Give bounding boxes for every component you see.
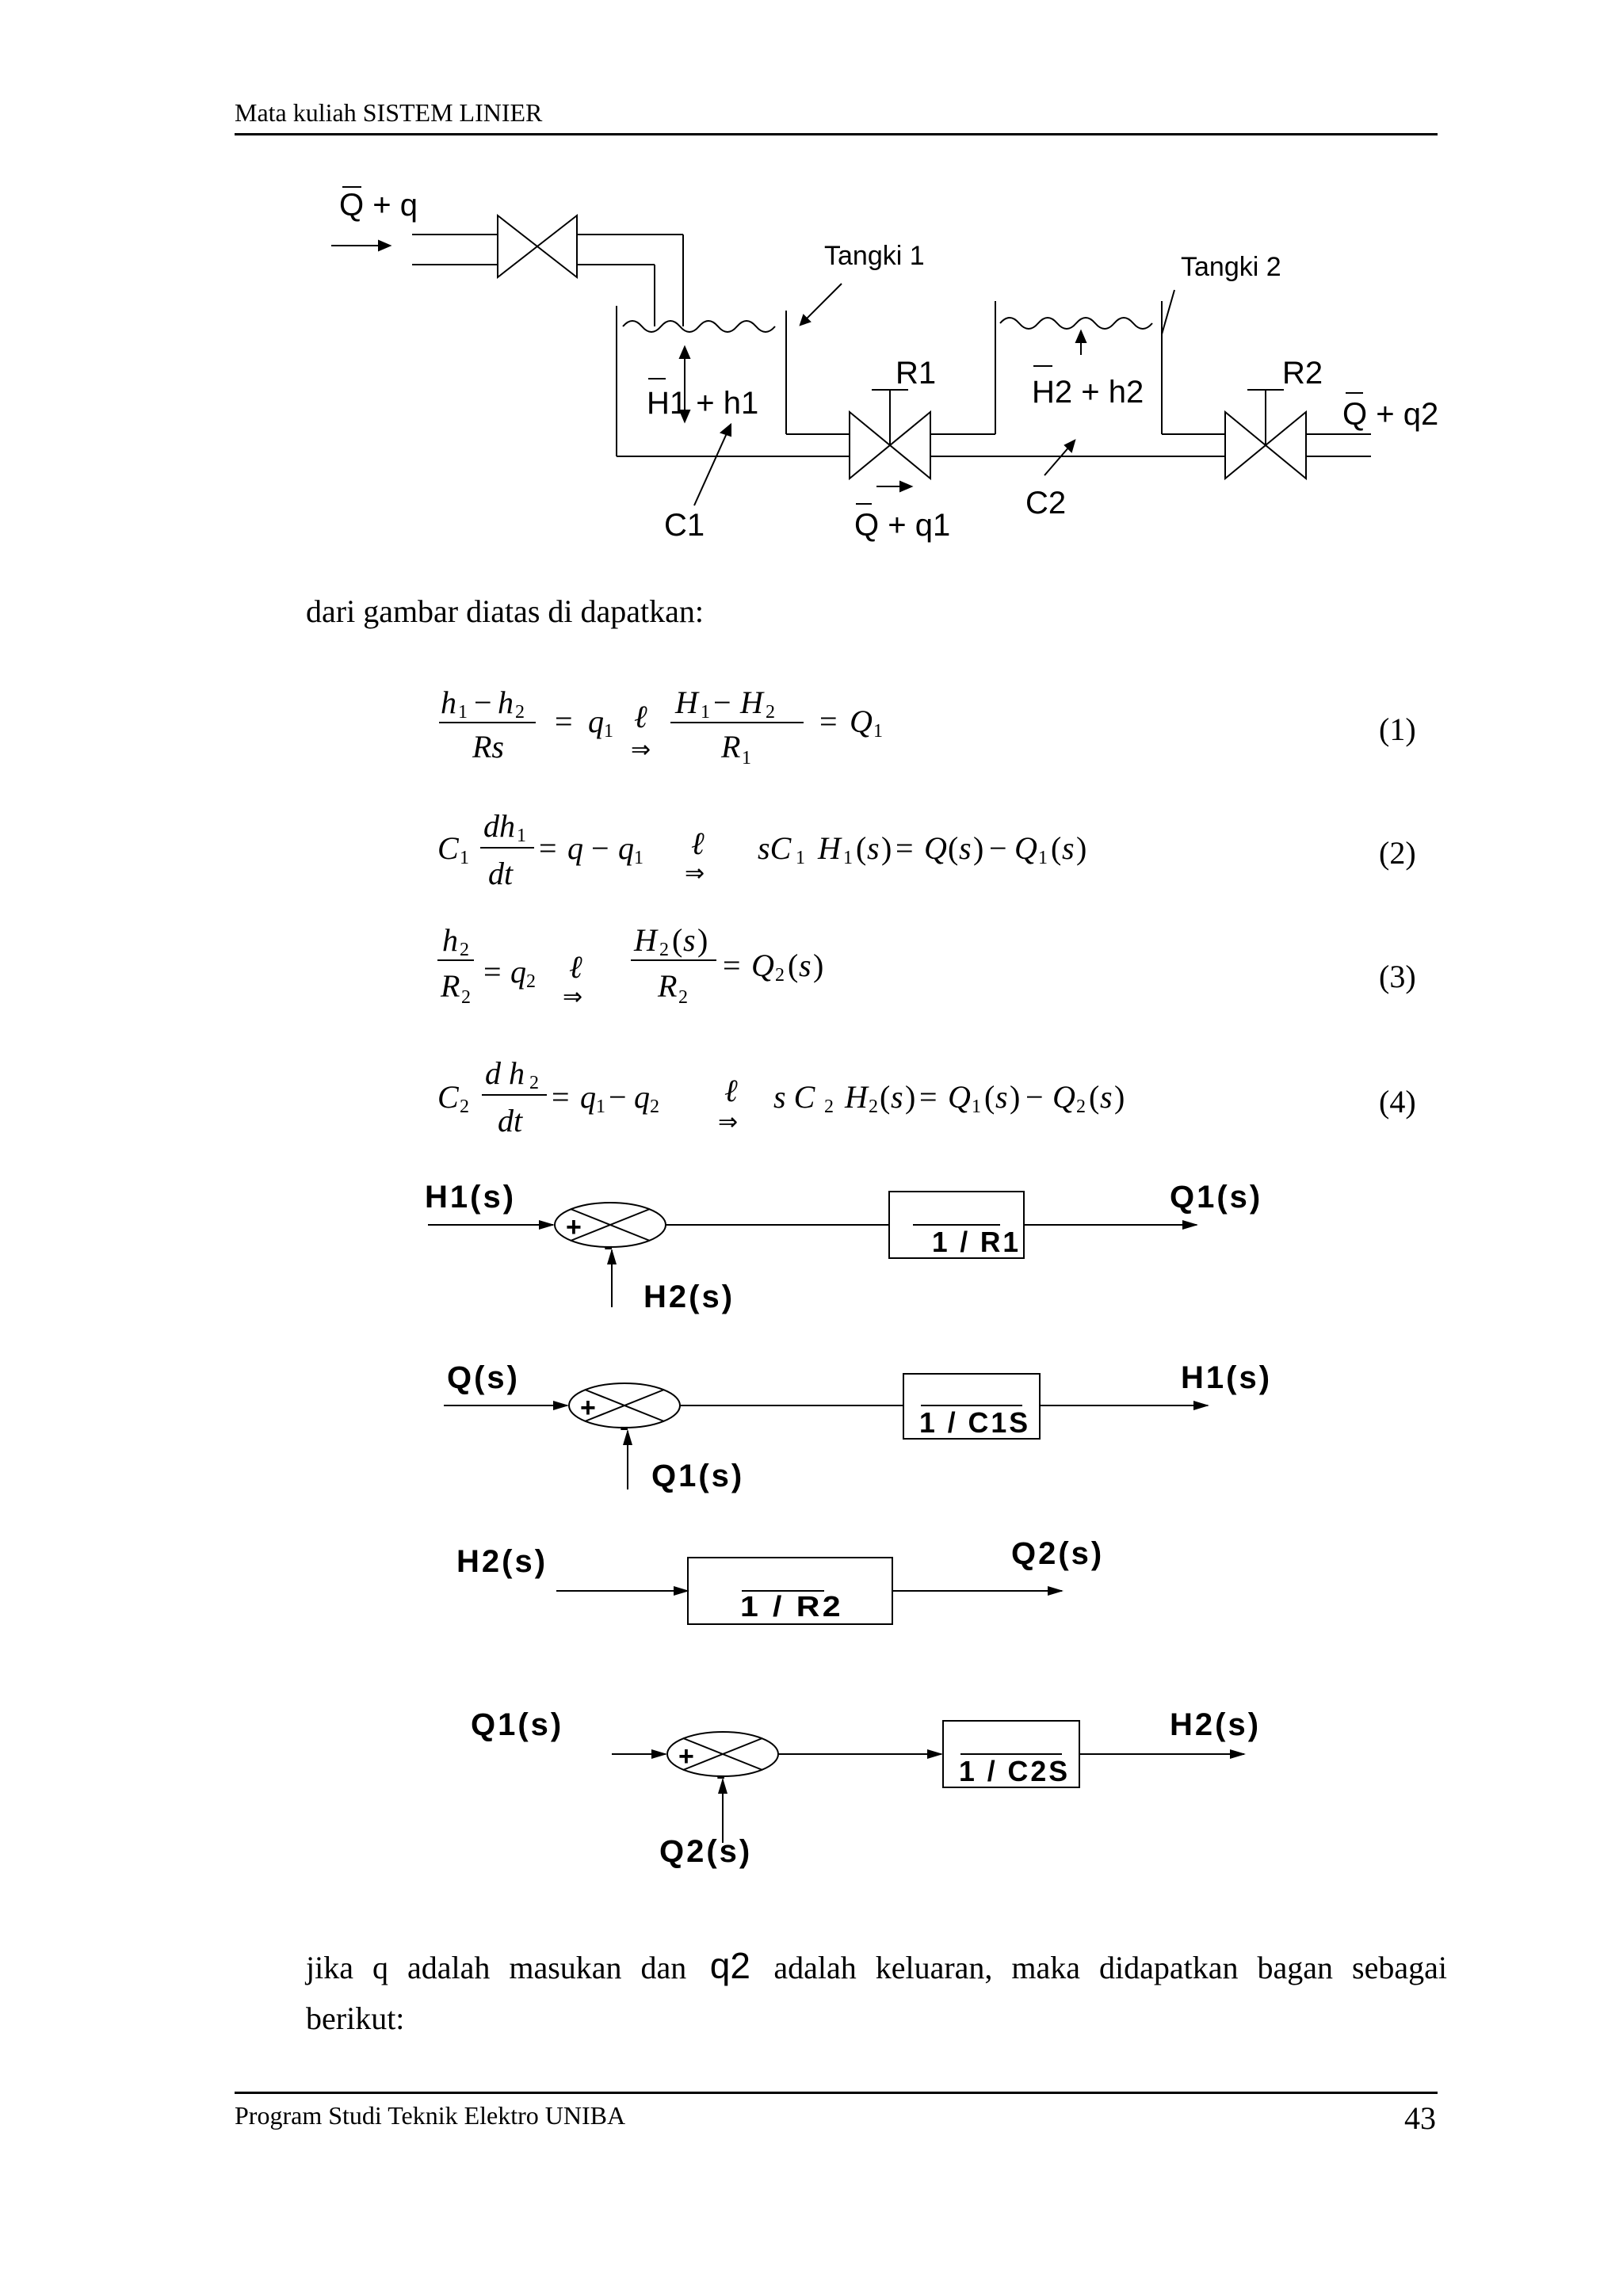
closing-text-part3: berikut: bbox=[306, 2000, 405, 2036]
outflow-label: Q + q2 bbox=[1342, 397, 1439, 432]
svg-text:(: ( bbox=[880, 1079, 891, 1115]
footer-rule bbox=[235, 2092, 1438, 2094]
bd2-output: H1(s) bbox=[1181, 1360, 1273, 1395]
svg-text:2: 2 bbox=[526, 971, 536, 992]
c1-label: C1 bbox=[664, 508, 705, 543]
svg-text:): ) bbox=[697, 922, 708, 958]
svg-text:2: 2 bbox=[678, 987, 688, 1008]
svg-text:C: C bbox=[437, 1079, 459, 1115]
svg-text:q: q bbox=[618, 830, 634, 866]
svg-text:2: 2 bbox=[766, 702, 775, 723]
bd4-feedback: Q2(s) bbox=[659, 1834, 753, 1869]
svg-text:2: 2 bbox=[461, 987, 471, 1008]
svg-text:2: 2 bbox=[460, 1097, 469, 1117]
bd4-block: 1 / C2S bbox=[959, 1755, 1070, 1787]
svg-text:C: C bbox=[437, 830, 459, 866]
c2-label: C2 bbox=[1025, 486, 1067, 521]
svg-text:1: 1 bbox=[742, 748, 751, 769]
svg-text:=: = bbox=[539, 830, 557, 866]
svg-text:−: − bbox=[713, 685, 731, 720]
equation-number: (3) bbox=[1379, 959, 1416, 994]
svg-text:1: 1 bbox=[796, 848, 805, 868]
tank1-label: Tangki 1 bbox=[824, 241, 925, 271]
svg-text:2: 2 bbox=[515, 702, 525, 723]
svg-text:(: ( bbox=[1051, 830, 1062, 866]
svg-text:): ) bbox=[1010, 1079, 1021, 1115]
svg-text:⇒: ⇒ bbox=[631, 737, 651, 763]
svg-text:⇒: ⇒ bbox=[563, 984, 583, 1010]
svg-text:1: 1 bbox=[596, 1097, 605, 1117]
svg-text:h: h bbox=[441, 685, 456, 720]
svg-text:): ) bbox=[1076, 830, 1087, 866]
svg-text:h: h bbox=[442, 922, 458, 958]
svg-text:): ) bbox=[973, 830, 984, 866]
r2-label: R2 bbox=[1282, 356, 1323, 391]
svg-text:q: q bbox=[588, 704, 604, 739]
svg-text:q: q bbox=[580, 1079, 596, 1115]
closing-paragraph-line1 bbox=[306, 1944, 1447, 1987]
svg-text:=: = bbox=[819, 704, 838, 739]
svg-text:+: + bbox=[678, 1741, 694, 1772]
svg-text:−: − bbox=[1025, 1079, 1044, 1115]
svg-text:Q: Q bbox=[924, 830, 947, 866]
svg-text:s: s bbox=[995, 1079, 1008, 1115]
svg-text:(: ( bbox=[1089, 1079, 1100, 1115]
bd4-output: H2(s) bbox=[1170, 1707, 1262, 1742]
svg-text:1: 1 bbox=[701, 702, 710, 723]
svg-text:s: s bbox=[959, 830, 972, 866]
svg-text:1: 1 bbox=[517, 826, 526, 846]
svg-text:R: R bbox=[721, 729, 741, 765]
svg-text:q: q bbox=[510, 954, 526, 990]
level2-label: H2 + h2 bbox=[1032, 375, 1144, 410]
page-footer: Program Studi Teknik Elektro UNIBA bbox=[235, 2101, 626, 2130]
page-header: Mata kuliah SISTEM LINIER bbox=[235, 98, 543, 127]
svg-text:s: s bbox=[799, 948, 812, 983]
svg-text:2: 2 bbox=[1076, 1097, 1086, 1117]
svg-text:ℓ: ℓ bbox=[724, 1073, 738, 1108]
svg-text:Rs: Rs bbox=[472, 729, 504, 765]
equation-number: (4) bbox=[1379, 1084, 1416, 1119]
svg-text:−: − bbox=[989, 830, 1007, 866]
svg-text:(: ( bbox=[856, 830, 867, 866]
svg-text:Q: Q bbox=[948, 1079, 971, 1115]
bd1-block: 1 / R1 bbox=[932, 1226, 1021, 1258]
svg-text:H: H bbox=[740, 685, 763, 720]
svg-text:-: - bbox=[604, 1231, 613, 1261]
svg-text:(: ( bbox=[984, 1079, 995, 1115]
svg-text:s: s bbox=[683, 922, 696, 958]
svg-text:dt: dt bbox=[488, 856, 514, 891]
svg-text:(: ( bbox=[672, 922, 683, 958]
svg-text:-: - bbox=[716, 1760, 726, 1791]
svg-text:h: h bbox=[498, 685, 514, 720]
svg-text:+: + bbox=[580, 1393, 596, 1423]
svg-text:Q: Q bbox=[1052, 1079, 1075, 1115]
svg-text:1: 1 bbox=[634, 848, 643, 868]
svg-text:s: s bbox=[1100, 1079, 1113, 1115]
svg-text:s C: s C bbox=[773, 1079, 815, 1115]
svg-text:=: = bbox=[555, 704, 573, 739]
bd1-input: H1(s) bbox=[425, 1180, 517, 1215]
bd3-output: Q2(s) bbox=[1011, 1536, 1105, 1571]
page-number: 43 bbox=[1404, 2100, 1436, 2136]
bd3-block: 1 / R2 bbox=[740, 1590, 843, 1623]
bd2-feedback: Q1(s) bbox=[651, 1459, 745, 1493]
r1-label: R1 bbox=[896, 356, 937, 391]
svg-text:(: ( bbox=[788, 948, 799, 983]
svg-text:2: 2 bbox=[869, 1097, 878, 1117]
svg-text:2: 2 bbox=[529, 1073, 539, 1093]
svg-text:H: H bbox=[675, 685, 698, 720]
svg-text:2: 2 bbox=[659, 940, 669, 960]
svg-text:-: - bbox=[620, 1412, 629, 1442]
bd2-block: 1 / C1S bbox=[919, 1406, 1030, 1439]
svg-text:ℓ: ℓ bbox=[691, 826, 705, 861]
svg-text:1: 1 bbox=[460, 848, 469, 868]
svg-text:H: H bbox=[845, 1079, 868, 1115]
tank2-label: Tangki 2 bbox=[1181, 252, 1281, 282]
svg-text:⇒: ⇒ bbox=[685, 860, 705, 887]
closing-text-part2: adalah keluaran, maka didapatkan bagan sebagai bbox=[773, 1950, 1447, 1985]
flow1-label: Q + q1 bbox=[854, 508, 951, 543]
svg-text:): ) bbox=[881, 830, 892, 866]
svg-text:1: 1 bbox=[604, 721, 613, 742]
svg-text:−: − bbox=[474, 685, 492, 720]
svg-text:Q: Q bbox=[751, 948, 774, 983]
svg-text:2: 2 bbox=[824, 1097, 834, 1117]
svg-text:=: = bbox=[896, 830, 914, 866]
inflow-label: Q + q bbox=[339, 188, 418, 223]
svg-text:−: − bbox=[591, 830, 609, 866]
closing-text-q2: q2 bbox=[709, 1945, 750, 1986]
bd1-feedback: H2(s) bbox=[643, 1280, 735, 1314]
svg-text:H: H bbox=[818, 830, 841, 866]
svg-text:): ) bbox=[813, 948, 824, 983]
svg-text:1: 1 bbox=[1038, 848, 1048, 868]
bd2-input: Q(s) bbox=[447, 1360, 520, 1395]
svg-text:⇒: ⇒ bbox=[718, 1109, 739, 1135]
svg-text:Q: Q bbox=[850, 704, 873, 739]
equation-number: (1) bbox=[1379, 711, 1416, 747]
svg-text:ℓ: ℓ bbox=[569, 949, 582, 985]
svg-text:dh: dh bbox=[483, 808, 515, 844]
svg-text:=: = bbox=[552, 1079, 570, 1115]
svg-text:=: = bbox=[723, 948, 741, 983]
bd4-input: Q1(s) bbox=[471, 1707, 564, 1742]
svg-text:Q: Q bbox=[1014, 830, 1037, 866]
svg-text:H: H bbox=[634, 922, 657, 958]
svg-text:−: − bbox=[609, 1079, 627, 1115]
closing-text-part1: jika q adalah masukan dan bbox=[306, 1950, 687, 1985]
svg-text:R: R bbox=[658, 968, 678, 1004]
svg-text:ℓ: ℓ bbox=[634, 699, 647, 734]
svg-text:dt: dt bbox=[498, 1103, 523, 1138]
level1-label: H1 + h1 bbox=[647, 386, 759, 421]
svg-text:=: = bbox=[919, 1079, 938, 1115]
svg-text:q: q bbox=[567, 830, 583, 866]
svg-text:sC: sC bbox=[758, 830, 792, 866]
svg-text:=: = bbox=[483, 954, 502, 990]
svg-text:(: ( bbox=[948, 830, 959, 866]
svg-text:d h: d h bbox=[485, 1055, 525, 1091]
svg-text:1: 1 bbox=[972, 1097, 981, 1117]
svg-text:2: 2 bbox=[460, 940, 469, 960]
svg-text:2: 2 bbox=[650, 1097, 659, 1117]
svg-text:s: s bbox=[891, 1079, 903, 1115]
svg-text:q: q bbox=[634, 1079, 650, 1115]
svg-text:): ) bbox=[1114, 1079, 1125, 1115]
svg-text:+: + bbox=[566, 1212, 582, 1242]
bd1-output: Q1(s) bbox=[1170, 1180, 1263, 1215]
svg-text:2: 2 bbox=[775, 965, 785, 986]
svg-text:R: R bbox=[441, 968, 460, 1004]
svg-text:1: 1 bbox=[873, 721, 883, 742]
svg-text:): ) bbox=[905, 1079, 916, 1115]
svg-text:1: 1 bbox=[843, 848, 853, 868]
equation-number: (2) bbox=[1379, 835, 1416, 871]
svg-text:1: 1 bbox=[458, 702, 468, 723]
svg-text:s: s bbox=[867, 830, 880, 866]
bd3-input: H2(s) bbox=[456, 1544, 548, 1579]
svg-text:s: s bbox=[1062, 830, 1075, 866]
intro-text: dari gambar diatas di dapatkan: bbox=[306, 593, 705, 629]
